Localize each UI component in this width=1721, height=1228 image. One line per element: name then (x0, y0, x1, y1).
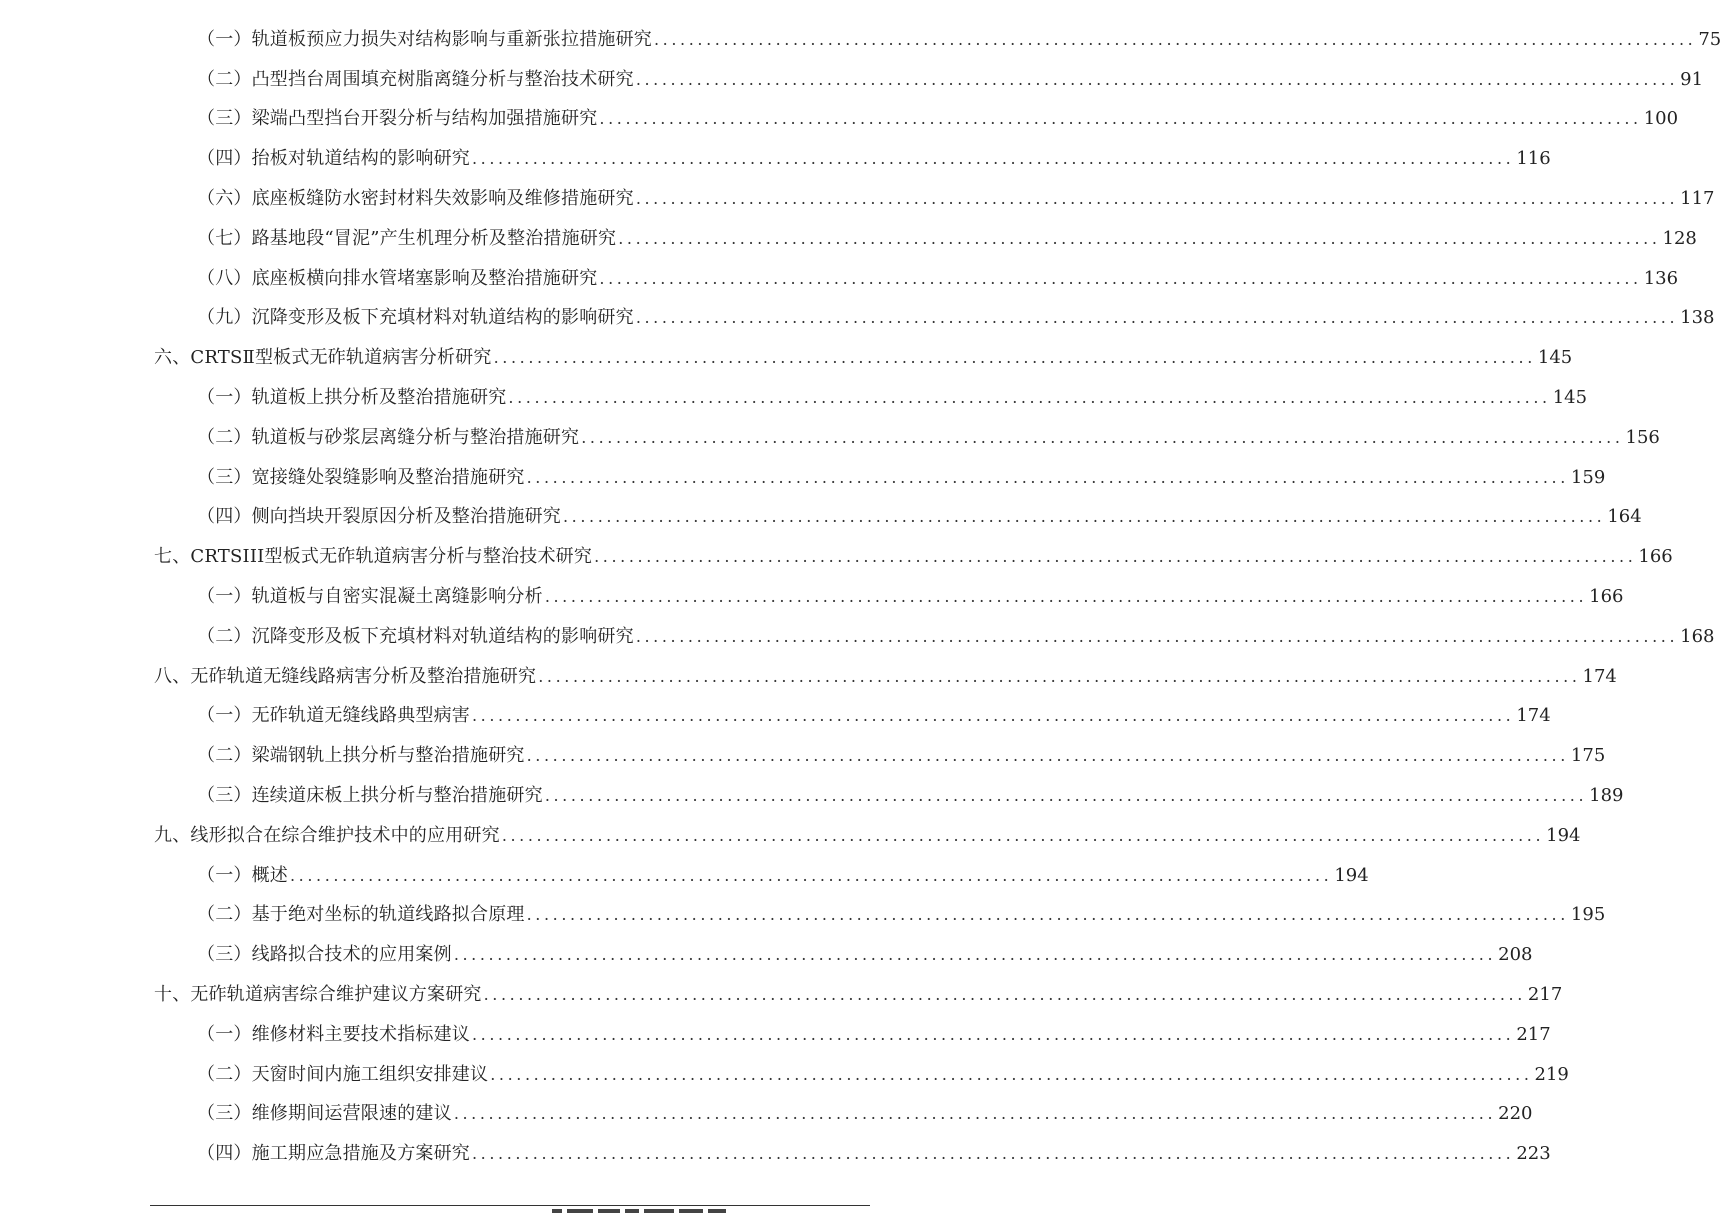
toc-entry-title: 十、无砟轨道病害综合维护建议方案研究 (154, 984, 482, 1006)
toc-dot-leader: ........................................................................................................................ (544, 587, 1588, 607)
toc-page-number: 175 (1570, 745, 1606, 767)
toc-section-entry (0, 617, 1715, 657)
toc-page-number: 194 (1334, 864, 1369, 886)
toc-section-entry (0, 776, 1624, 816)
toc-entry-title: （六）底座板缝防水密封材料失效影响及维修措施研究 (197, 188, 634, 210)
toc-entry-title: （二）梁端钢轨上拱分析与整治措施研究 (197, 745, 525, 767)
table-of-contents (0, 20, 1721, 1174)
toc-entry-title: （七）路基地段“冒泥”产生机理分析及整治措施研究 (197, 227, 617, 249)
toc-dot-leader: ........................................................................................................................ (654, 29, 1697, 49)
toc-entry-title: （四）施工期应急措施及方案研究 (197, 1143, 470, 1165)
toc-dot-leader: ........................................................................................................................ (599, 268, 1642, 288)
toc-dot-leader: ........................................................................................................................ (599, 109, 1642, 129)
toc-page-number: 208 (1498, 944, 1533, 966)
toc-dot-leader: ........................................................................................................................ (635, 189, 1679, 209)
toc-page-number: 75 (1698, 28, 1721, 50)
toc-section-entry (0, 378, 1588, 418)
toc-dot-leader: ........................................................................................................................ (453, 1104, 1497, 1124)
toc-section-entry (0, 856, 1369, 896)
toc-entry-title: （三）维修期间运营限速的建议 (197, 1103, 452, 1125)
toc-entry-title: （一）维修材料主要技术指标建议 (197, 1023, 470, 1045)
toc-dot-leader: ........................................................................................................................ (581, 427, 1624, 447)
toc-dot-leader: ........................................................................................................................ (472, 149, 1515, 169)
toc-section-entry (0, 60, 1704, 100)
toc-page-number: 223 (1516, 1143, 1551, 1165)
toc-entry-title: 九、线形拟合在综合维护技术中的应用研究 (154, 824, 500, 846)
toc-entry-title: （二）凸型挡台周围填充树脂离缝分析与整治技术研究 (197, 68, 634, 90)
toc-page-number: 138 (1680, 307, 1715, 329)
toc-section-entry (0, 697, 1551, 737)
toc-entry-title: （二）基于绝对坐标的轨道线路拟合原理 (197, 904, 525, 926)
toc-section-entry (0, 299, 1715, 339)
toc-entry-title: （二）轨道板与砂浆层离缝分析与整治措施研究 (197, 426, 580, 448)
toc-page-number: 100 (1643, 108, 1679, 130)
toc-dot-leader: ........................................................................................................................ (635, 626, 1679, 646)
toc-dot-leader: ........................................................................................................................ (508, 388, 1551, 408)
toc-entry-title: 六、CRTSⅡ型板式无砟轨道病害分析研究 (154, 347, 492, 369)
toc-entry-title: （二）天窗时间内施工组织安排建议 (197, 1063, 489, 1085)
toc-section-entry (0, 935, 1533, 975)
toc-entry-title: （一）轨道板上拱分析及整治措施研究 (197, 387, 507, 409)
toc-chapter-entry (0, 657, 1617, 697)
toc-section-entry (0, 1015, 1551, 1055)
toc-dot-leader: ........................................................................................................................ (544, 786, 1588, 806)
toc-page-number: 136 (1643, 267, 1679, 289)
toc-dot-leader: ........................................................................................................................ (563, 507, 1606, 527)
toc-page-number: 217 (1527, 984, 1563, 1006)
toc-dot-leader: ........................................................................................................................ (501, 825, 1545, 845)
toc-page-number: 145 (1537, 347, 1573, 369)
footer-divider (150, 1205, 870, 1206)
toc-page-number: 194 (1546, 824, 1581, 846)
toc-page-number: 219 (1534, 1063, 1569, 1085)
toc-dot-leader: ........................................................................................................................ (635, 69, 1679, 89)
toc-dot-leader: ........................................................................................................................ (472, 706, 1515, 726)
toc-section-entry (0, 1095, 1533, 1135)
toc-section-entry (0, 1055, 1569, 1095)
toc-page-number: 220 (1498, 1103, 1533, 1125)
toc-dot-leader: ........................................................................................................................ (453, 945, 1497, 965)
toc-chapter-entry (0, 975, 1563, 1015)
toc-entry-title: （九）沉降变形及板下充填材料对轨道结构的影响研究 (197, 307, 634, 329)
footer-cut-off-text (552, 1209, 792, 1214)
toc-dot-leader: ........................................................................................................................ (594, 547, 1637, 567)
toc-page-number: 168 (1680, 625, 1715, 647)
toc-entry-title: （一）无砟轨道无缝线路典型病害 (197, 705, 470, 727)
toc-page-number: 174 (1516, 705, 1551, 727)
toc-section-entry (0, 1134, 1551, 1174)
toc-page-number: 117 (1680, 188, 1715, 210)
toc-dot-leader: ........................................................................................................................ (538, 666, 1581, 686)
toc-dot-leader: ........................................................................................................................ (490, 1064, 1533, 1084)
toc-entry-title: （三）梁端凸型挡台开裂分析与结构加强措施研究 (197, 108, 598, 130)
toc-section-entry (0, 458, 1606, 498)
toc-entry-title: （三）连续道床板上拱分析与整治措施研究 (197, 785, 543, 807)
toc-dot-leader: ........................................................................................................................ (635, 308, 1679, 328)
toc-section-entry (0, 219, 1697, 259)
toc-entry-title: 八、无砟轨道无缝线路病害分析及整治措施研究 (154, 665, 537, 687)
toc-section-entry (0, 736, 1606, 776)
toc-page-number: 217 (1516, 1023, 1551, 1045)
toc-dot-leader: ........................................................................................................................ (483, 985, 1526, 1005)
toc-section-entry (0, 259, 1679, 299)
toc-page-number: 128 (1662, 227, 1697, 249)
toc-chapter-entry (0, 537, 1673, 577)
toc-page-number: 145 (1552, 387, 1588, 409)
toc-dot-leader: ........................................................................................................................ (618, 228, 1661, 248)
toc-section-entry (0, 179, 1715, 219)
toc-entry-title: （三）宽接缝处裂缝影响及整治措施研究 (197, 466, 525, 488)
toc-page-number: 189 (1589, 785, 1624, 807)
toc-dot-leader: ........................................................................................................................ (472, 1024, 1515, 1044)
toc-entry-title: （二）沉降变形及板下充填材料对轨道结构的影响研究 (197, 625, 634, 647)
toc-chapter-entry (0, 338, 1573, 378)
toc-section-entry (0, 418, 1660, 458)
toc-entry-title: （四）侧向挡块开裂原因分析及整治措施研究 (197, 506, 561, 528)
toc-entry-title: 七、CRTSIII型板式无砟轨道病害分析与整治技术研究 (154, 546, 593, 568)
toc-dot-leader: ........................................................................................................................ (526, 905, 1569, 925)
toc-entry-title: （三）线路拟合技术的应用案例 (197, 944, 452, 966)
toc-entry-title: （四）抬板对轨道结构的影响研究 (197, 148, 470, 170)
toc-page-number: 195 (1570, 904, 1606, 926)
toc-entry-title: （一）轨道板预应力损失对结构影响与重新张拉措施研究 (197, 28, 652, 50)
toc-page-number: 166 (1638, 546, 1673, 568)
toc-page-number: 159 (1570, 466, 1606, 488)
toc-section-entry (0, 20, 1721, 60)
toc-dot-leader: ........................................................................................................................ (493, 348, 1536, 368)
toc-section-entry (0, 896, 1606, 936)
toc-section-entry (0, 498, 1642, 538)
toc-section-entry (0, 577, 1624, 617)
toc-section-entry (0, 139, 1551, 179)
toc-page-number: 166 (1589, 586, 1624, 608)
toc-chapter-entry (0, 816, 1581, 856)
toc-dot-leader: ........................................................................................................................ (472, 1144, 1515, 1164)
toc-page-number: 156 (1625, 426, 1660, 448)
toc-page-number: 116 (1516, 148, 1551, 170)
toc-dot-leader: ........................................................................................................................ (526, 746, 1569, 766)
toc-dot-leader: ........................................................................................................................ (526, 467, 1569, 487)
toc-page-number: 91 (1680, 68, 1704, 90)
toc-section-entry (0, 100, 1679, 140)
toc-dot-leader: ........................................................................................................................ (290, 865, 1333, 885)
toc-page-number: 164 (1607, 506, 1642, 528)
toc-entry-title: （八）底座板横向排水管堵塞影响及整治措施研究 (197, 267, 598, 289)
toc-entry-title: （一）轨道板与自密实混凝土离缝影响分析 (197, 586, 543, 608)
toc-page-number: 174 (1582, 665, 1617, 687)
toc-entry-title: （一）概述 (197, 864, 288, 886)
